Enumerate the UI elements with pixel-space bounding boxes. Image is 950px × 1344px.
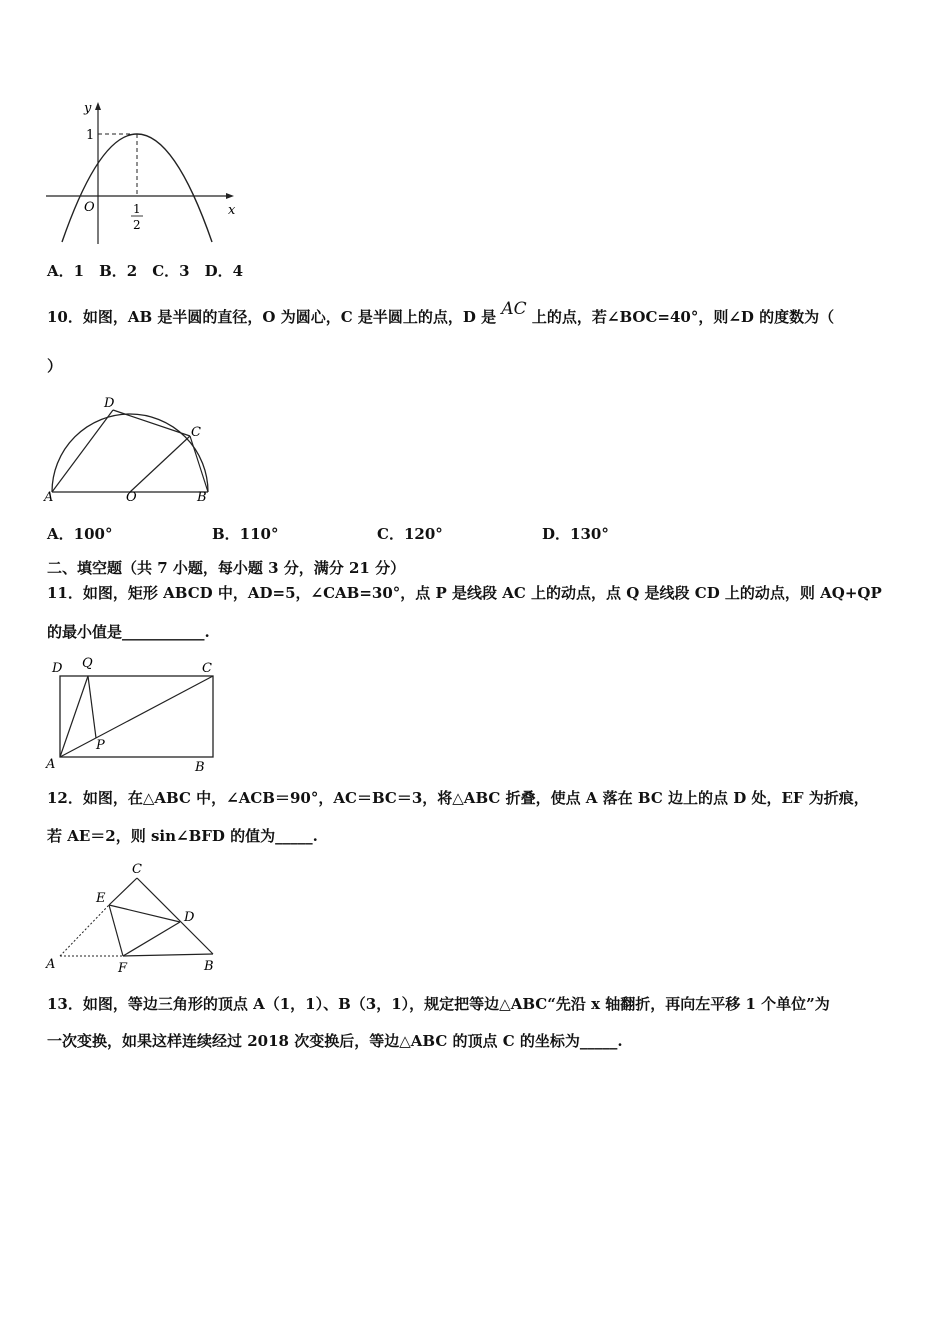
section-title: 二、填空题（共 7 小题，每小题 3 分，满分 21 分） bbox=[47, 559, 406, 577]
q10-text-a: 10．如图，AB 是半圆的直径，O 为圆心，C 是半圆上的点，D 是 bbox=[47, 308, 497, 326]
y-axis-arrow bbox=[95, 102, 101, 110]
label-b: B bbox=[197, 490, 207, 504]
label-c: C bbox=[191, 425, 201, 440]
segment-qp bbox=[88, 676, 96, 738]
label-a: A bbox=[46, 757, 56, 772]
label-p: P bbox=[96, 738, 105, 753]
label-c: C bbox=[132, 862, 142, 877]
segment-ed bbox=[109, 905, 180, 922]
q9-options: A．1 B．2 C．3 D．4 bbox=[47, 262, 244, 280]
label-q: Q bbox=[82, 656, 93, 671]
label-b: B bbox=[195, 760, 205, 775]
q10-option-d: D．130° bbox=[542, 525, 609, 543]
origin-label: O bbox=[84, 200, 95, 215]
label-d: D bbox=[184, 910, 195, 925]
segment-cb bbox=[190, 436, 208, 492]
segment-ec bbox=[109, 878, 137, 905]
x-label: x bbox=[228, 203, 236, 218]
q13-line1: 13．如图，等边三角形的顶点 A（1，1）、B（3，1），规定把等边△ABC“先沿 x 轴翻折，再向左平移 1 个单位”为 bbox=[47, 995, 830, 1013]
label-d: D bbox=[52, 661, 63, 676]
segment-ae-dotted bbox=[60, 905, 109, 956]
q10-option-b: B．110° bbox=[212, 525, 279, 543]
segment-fd bbox=[123, 922, 180, 956]
label-f: F bbox=[118, 961, 128, 976]
q12-line2: 若 AE＝2，则 sin∠BFD 的值为_____. bbox=[47, 827, 318, 845]
segment-oc bbox=[130, 436, 190, 492]
diagonal-ac bbox=[60, 676, 213, 757]
label-a: A bbox=[44, 490, 54, 504]
segment-ad bbox=[52, 410, 113, 492]
label-a: A bbox=[46, 957, 56, 972]
rectangle-figure bbox=[40, 652, 220, 777]
arc-ac: AC bbox=[501, 299, 527, 319]
segment-fb bbox=[123, 954, 213, 956]
x-tick-denominator: 2 bbox=[133, 218, 141, 232]
semicircle-figure bbox=[40, 392, 220, 504]
q12-line1: 12．如图，在△ABC 中，∠ACB＝90°，AC＝BC＝3，将△ABC 折叠，使点 A 落在 BC 边上的点 D 处，EF 为折痕， bbox=[47, 789, 869, 807]
segment-dc bbox=[113, 410, 190, 436]
q11-line1: 11．如图，矩形 ABCD 中，AD=5，∠CAB=30°，点 P 是线段 AC 上的动点，点 Q 是线段 CD 上的动点，则 AQ+QP bbox=[47, 584, 882, 602]
q11-line2: 的最小值是___________. bbox=[47, 623, 210, 641]
q10-option-c: C．120° bbox=[377, 525, 443, 543]
q13-line2: 一次变换，如果这样连续经过 2018 次变换后，等边△ABC 的顶点 C 的坐标为_____. bbox=[47, 1032, 623, 1050]
segment-cb bbox=[137, 878, 213, 954]
label-e: E bbox=[96, 891, 106, 906]
q10-text-line2: ） bbox=[47, 357, 63, 375]
y-label: y bbox=[84, 101, 92, 116]
semicircle-arc bbox=[52, 414, 208, 492]
q10-option-a: A．100° bbox=[47, 525, 113, 543]
x-axis-arrow bbox=[226, 193, 234, 199]
y-tick-label: 1 bbox=[86, 128, 95, 143]
q10-text-line1 bbox=[47, 299, 835, 327]
q10-text-b: 上的点，若∠BOC=40°，则∠D 的度数为（ bbox=[531, 308, 835, 326]
segment-ef bbox=[109, 905, 123, 956]
label-d: D bbox=[104, 396, 115, 411]
x-tick-numerator: 1 bbox=[133, 202, 141, 216]
label-c: C bbox=[202, 661, 212, 676]
label-b: B bbox=[204, 959, 214, 974]
label-o: O bbox=[126, 490, 137, 504]
parabola-graph bbox=[40, 98, 250, 248]
triangle-fold-figure bbox=[40, 858, 220, 978]
